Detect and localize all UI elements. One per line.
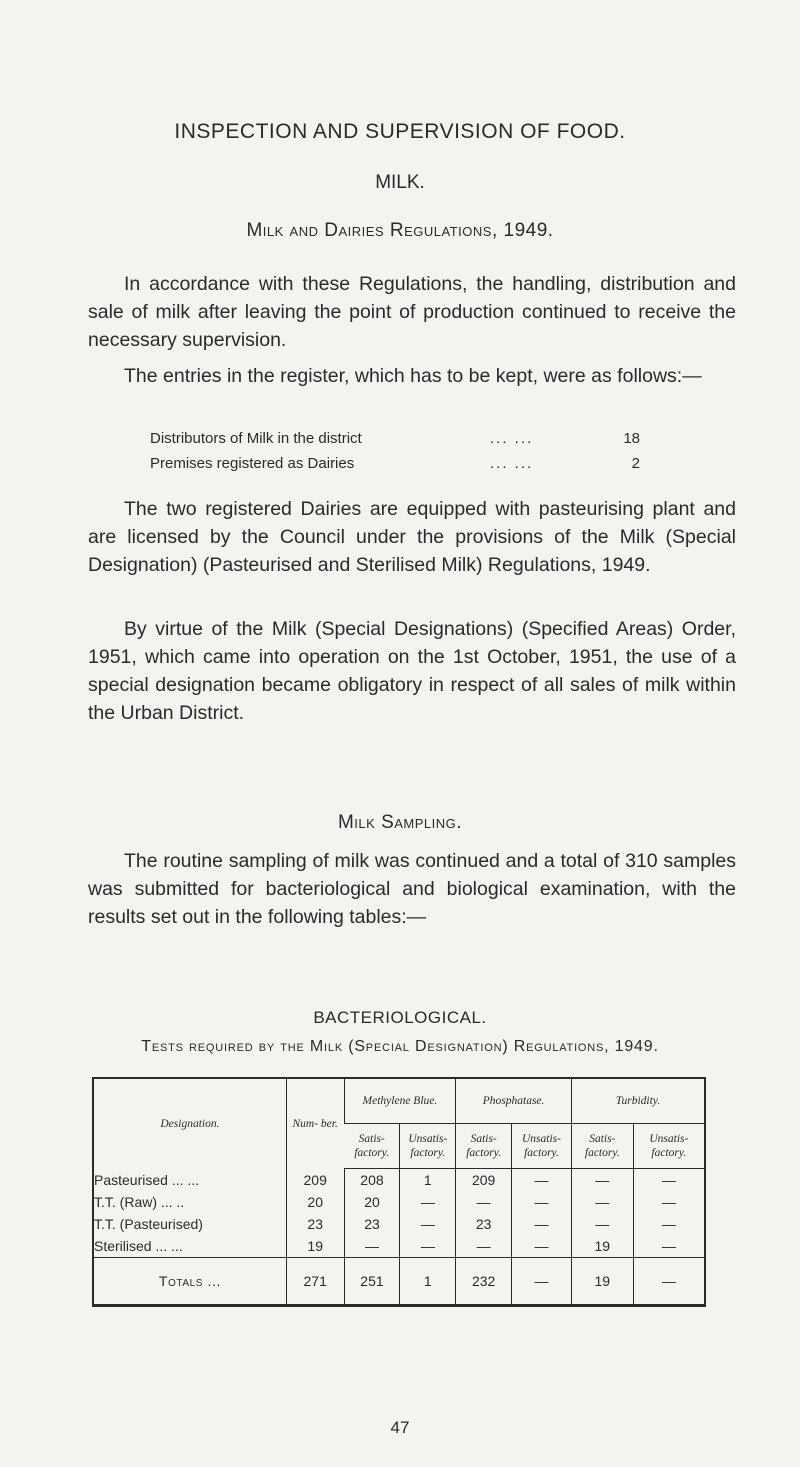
cell-phosphatase-satisfactory: — — [456, 1191, 512, 1213]
cell-designation: Sterilised ... ... — [94, 1238, 183, 1254]
leader-dots: ... ... — [490, 430, 534, 447]
header-unsatisfactory: Unsatis- factory. — [400, 1124, 456, 1169]
cell-phosphatase-satisfactory: 209 — [456, 1169, 512, 1192]
header-methylene-blue: Methylene Blue. — [344, 1078, 456, 1124]
cell-methylene-satisfactory: 23 — [344, 1213, 400, 1235]
cell-phosphatase-satisfactory: — — [456, 1235, 512, 1258]
page-title: INSPECTION AND SUPERVISION OF FOOD. — [174, 120, 626, 143]
totals-row — [93, 1258, 705, 1306]
total-methylene-satisfactory: 251 — [344, 1258, 400, 1306]
cell-phosphatase-unsatisfactory: — — [512, 1235, 572, 1258]
paragraph-register-intro: The entries in the register, which has to be kept, were as follows:— — [124, 365, 702, 387]
header-phosphatase: Phosphatase. — [456, 1078, 572, 1124]
paragraph-regulations: In accordance with these Regulations, the handling, distribution and sale of milk after leaving the point of production continued to receive the necessary supervision. — [88, 273, 736, 351]
cell-turbidity-satisfactory: — — [571, 1169, 633, 1192]
cell-turbidity-satisfactory: — — [571, 1213, 633, 1235]
register-label: Distributors of Milk in the district — [150, 430, 362, 447]
header-designation: Designation. — [160, 1117, 220, 1130]
cell-phosphatase-unsatisfactory: — — [512, 1213, 572, 1235]
cell-number: 19 — [286, 1235, 344, 1258]
cell-turbidity-unsatisfactory: — — [633, 1235, 705, 1258]
total-methylene-unsatisfactory: 1 — [400, 1258, 456, 1306]
cell-designation: T.T. (Pasteurised) — [94, 1216, 203, 1232]
totals-label: Totals ... — [93, 1258, 286, 1306]
cell-phosphatase-unsatisfactory: — — [512, 1169, 572, 1192]
total-turbidity-satisfactory: 19 — [571, 1258, 633, 1306]
cell-number: 20 — [286, 1191, 344, 1213]
cell-methylene-unsatisfactory: — — [400, 1213, 456, 1235]
header-turbidity: Turbidity. — [571, 1078, 705, 1124]
bacteriological-heading: BACTERIOLOGICAL. — [313, 1008, 487, 1027]
header-satisfactory: Satis- factory. — [344, 1124, 400, 1169]
cell-phosphatase-unsatisfactory: — — [512, 1191, 572, 1213]
paragraph-dairies: The two registered Dairies are equipped with pasteurising plant and are licensed by the Council under the provisions of the Milk (Special Designation) (Pasteurised and Sterilised Milk) Regulations, 1949. — [88, 498, 736, 576]
total-phosphatase-unsatisfactory: — — [512, 1258, 572, 1306]
cell-methylene-unsatisfactory: — — [400, 1191, 456, 1213]
header-number: Num- ber. — [286, 1078, 344, 1169]
milk-sampling-heading: Milk Sampling. — [337, 812, 463, 833]
cell-turbidity-satisfactory: 19 — [571, 1235, 633, 1258]
section-heading-milk: MILK. — [375, 172, 425, 193]
total-phosphatase-satisfactory: 232 — [456, 1258, 512, 1306]
cell-number: 209 — [286, 1169, 344, 1192]
table-row — [93, 1235, 705, 1258]
header-satisfactory: Satis- factory. — [456, 1124, 512, 1169]
cell-methylene-satisfactory: 208 — [344, 1169, 400, 1192]
cell-turbidity-satisfactory: — — [571, 1191, 633, 1213]
paragraph-specified-areas: By virtue of the Milk (Special Designations) (Specified Areas) Order, 1951, which came into operation on the 1st October, 1951, the use of a special designation became obligatory in respect of all sales of milk within the Urban District. — [88, 618, 736, 724]
leader-dots: ... ... — [490, 455, 534, 472]
cell-methylene-unsatisfactory: 1 — [400, 1169, 456, 1192]
cell-phosphatase-satisfactory: 23 — [456, 1213, 512, 1235]
cell-turbidity-unsatisfactory: — — [633, 1213, 705, 1235]
cell-designation: T.T. (Raw) ... .. — [94, 1194, 185, 1210]
total-turbidity-unsatisfactory: — — [633, 1258, 705, 1306]
regulations-heading: Milk and Dairies Regulations, 1949. — [246, 220, 554, 241]
bacteriological-results-table — [92, 1077, 706, 1307]
cell-number: 23 — [286, 1213, 344, 1235]
cell-methylene-satisfactory: — — [344, 1235, 400, 1258]
cell-turbidity-unsatisfactory: — — [633, 1169, 705, 1192]
tests-heading: Tests required by the Milk (Special Designation) Regulations, 1949. — [141, 1038, 659, 1055]
cell-methylene-satisfactory: 20 — [344, 1191, 400, 1213]
header-unsatisfactory: Unsatis- factory. — [512, 1124, 572, 1169]
register-label: Premises registered as Dairies — [150, 455, 355, 472]
table-row — [93, 1213, 705, 1235]
register-value: 18 — [623, 430, 640, 447]
header-satisfactory: Satis- factory. — [571, 1124, 633, 1169]
register-value: 2 — [631, 455, 640, 472]
header-unsatisfactory: Unsatis- factory. — [633, 1124, 705, 1169]
table-row — [93, 1191, 705, 1213]
cell-methylene-unsatisfactory: — — [400, 1235, 456, 1258]
paragraph-sampling: The routine sampling of milk was continued and a total of 310 samples was submitted for bacteriological and biological examination, with the results set out in the following tables:— — [88, 850, 736, 928]
cell-designation: Pasteurised ... ... — [94, 1171, 200, 1188]
table-row — [93, 1169, 705, 1192]
cell-turbidity-unsatisfactory: — — [633, 1191, 705, 1213]
total-number: 271 — [286, 1258, 344, 1306]
page-number: 47 — [390, 1418, 410, 1437]
